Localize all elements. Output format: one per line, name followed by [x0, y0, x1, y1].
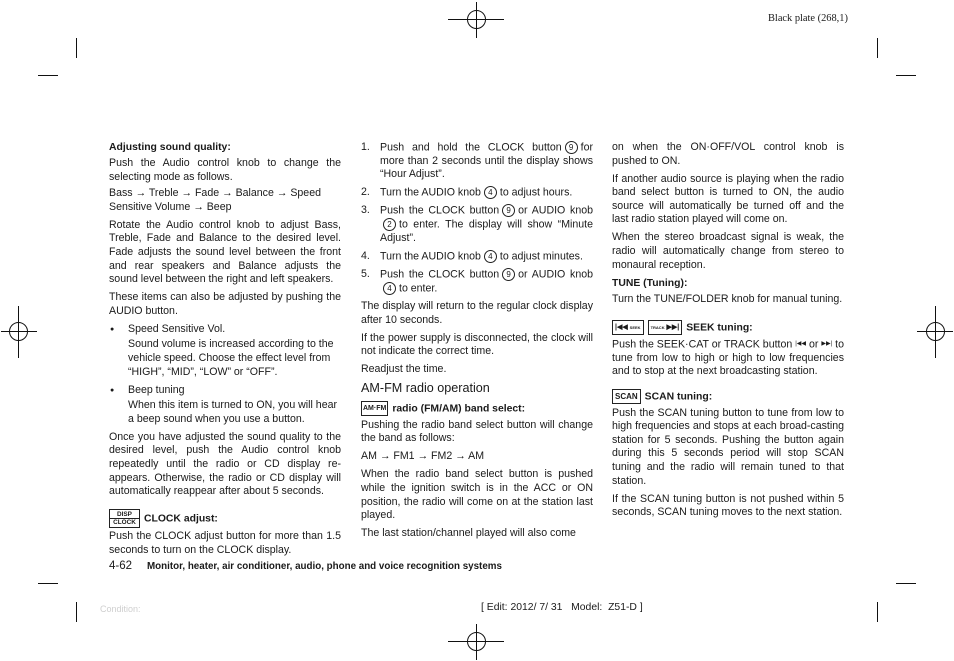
step-4: 4. Turn the AUDIO knob 4 to adjust minutes. — [361, 249, 583, 263]
paragraph: These items can also be adjusted by pushing the AUDIO button. — [109, 291, 341, 317]
am-fm-button-icon: AM·FM — [361, 401, 388, 416]
heading-clock-adjust: DISP CLOCK CLOCK adjust: — [109, 509, 341, 528]
heading-tune: TUNE (Tuning): — [612, 277, 688, 289]
track-forward-icon: ▶▶| — [821, 340, 833, 347]
paragraph: AM → FM1 → FM2 → AM — [361, 450, 485, 463]
paragraph: Push the SEEK·CAT or TRACK button |◀◀ or ▶▶| to tune from low to high or high to low frequencies and to stop at the next broadcasting station. — [612, 338, 844, 378]
crop-mark — [877, 602, 878, 622]
crop-mark — [896, 583, 916, 584]
paragraph: on when the ON·OFF/VOL control knob is pushed to ON. — [612, 141, 844, 167]
knob-9-icon: 9 — [565, 141, 578, 154]
column-2 — [361, 141, 593, 545]
plate-label: Black plate (268,1) — [768, 13, 848, 24]
heading-amfm-operation: AM-FM radio operation — [361, 380, 490, 395]
column-3 — [612, 141, 844, 524]
paragraph: Bass → Treble → Fade → Balance → Speed Sensitive Volume → Beep — [109, 187, 321, 213]
seek-back-icon: |◀◀ — [795, 340, 807, 347]
paragraph: If another audio source is playing when the radio band select button is turned to ON, the audio source will automatically be turned off and the last radio station played will come on. — [612, 172, 844, 226]
knob-4-icon: 4 — [383, 282, 396, 295]
paragraph: Push the Audio control knob to change the selecting mode as follows. — [109, 157, 341, 183]
paragraph: When the stereo broadcast signal is weak, the radio will automatically change from stereo to monaural reception. — [612, 231, 844, 271]
condition-label: Condition: — [100, 604, 141, 614]
bullet-speed-sensitive: ● Speed Sensitive Vol. — [109, 323, 341, 337]
crop-mark — [76, 38, 77, 58]
paragraph: Rotate the Audio control knob to adjust Bass, Treble, Fade and Balance to the desired level. Fade adjusts the sound level between the front and rear speakers and Balance adjusts the sound level between the right and left speakers. — [109, 218, 341, 286]
paragraph: Push the SCAN tuning button to tune from low to high frequencies and stops at each broad-casting station for 5 seconds. Pushing the button again during this 5 seconds period will stop SCAN tuning and the radio will remain tuned to that station. — [612, 406, 844, 487]
bullet-text: Sound volume is increased according to the vehicle speed. Choose the effect level from “HIGH”, “MID”, “LOW” or “OFF”. — [128, 338, 334, 378]
knob-4-icon: 4 — [484, 186, 497, 199]
heading-seek: |◀◀ SEEK TRACK ▶▶| SEEK tuning: — [612, 320, 844, 335]
paragraph: The display will return to the regular clock display after 10 seconds. — [361, 299, 593, 326]
crop-mark — [76, 602, 77, 622]
step-5: 5. Push the CLOCK button 9 or AUDIO knob4 to enter. — [361, 267, 594, 295]
heading-adjusting-sound: Adjusting sound quality: — [109, 142, 231, 153]
edit-info: [ Edit: 2012/ 7/ 31 Model: Z51-D ] — [481, 602, 643, 613]
heading-band-select: AM·FM radio (FM/AM) band select: — [361, 401, 593, 416]
disp-clock-button-icon: DISP CLOCK — [109, 509, 140, 528]
paragraph: If the SCAN tuning button is not pushed within 5 seconds, SCAN tuning moves to the next station. — [612, 492, 844, 519]
page-number: 4-62 — [109, 560, 133, 572]
crop-mark — [896, 75, 916, 76]
paragraph: Once you have adjusted the sound quality to the desired level, push the Audio control knob repeatedly until the radio or CD display re-appears. Otherwise, the radio or CD display will automatically reappear after about 5 seconds. — [109, 430, 341, 498]
crop-mark — [38, 583, 58, 584]
knob-2-icon: 2 — [383, 218, 396, 231]
paragraph: When the radio band select button is pushed while the ignition switch is in the ACC or ON position, the radio will come on at the station last played. — [361, 468, 593, 522]
paragraph: Pushing the radio band select button will change the band as follows: — [361, 418, 593, 445]
paragraph: Push the CLOCK adjust button for more than 1.5 seconds to turn on the CLOCK display. — [109, 530, 341, 556]
seek-button-icon: |◀◀ SEEK — [612, 320, 644, 335]
knob-9-icon: 9 — [502, 204, 515, 217]
paragraph: If the power supply is disconnected, the clock will not indicate the correct time. — [361, 331, 593, 358]
column-1 — [109, 141, 341, 562]
step-1: 1. Push and hold the CLOCK button 9 for more than 2 seconds until the display shows “Hour Adjust”. — [361, 141, 593, 181]
step-2: 2. Turn the AUDIO knob 4 to adjust hours. — [361, 186, 573, 199]
crop-mark — [877, 38, 878, 58]
knob-9-icon: 9 — [502, 268, 515, 281]
track-button-icon: TRACK ▶▶| — [648, 320, 683, 335]
paragraph: Readjust the time. — [361, 363, 447, 376]
bullet-beep-tuning: ● Beep tuning — [109, 384, 341, 398]
chapter-title: Monitor, heater, air conditioner, audio, phone and voice recognition systems — [147, 561, 502, 572]
scan-button-icon: SCAN — [612, 389, 641, 404]
paragraph: Turn the TUNE/FOLDER knob for manual tuning. — [612, 292, 843, 305]
crop-mark — [38, 75, 58, 76]
heading-scan: SCAN SCAN tuning: — [612, 389, 844, 404]
knob-4-icon: 4 — [484, 250, 497, 263]
paragraph: The last station/channel played will also come — [361, 527, 576, 540]
bullet-text: When this item is turned to ON, you will hear a beep sound when you use a button. — [128, 399, 338, 425]
step-3: 3. Push the CLOCK button 9 or AUDIO knob2 to enter. The display will show “Minute Adjust”. — [361, 204, 594, 245]
